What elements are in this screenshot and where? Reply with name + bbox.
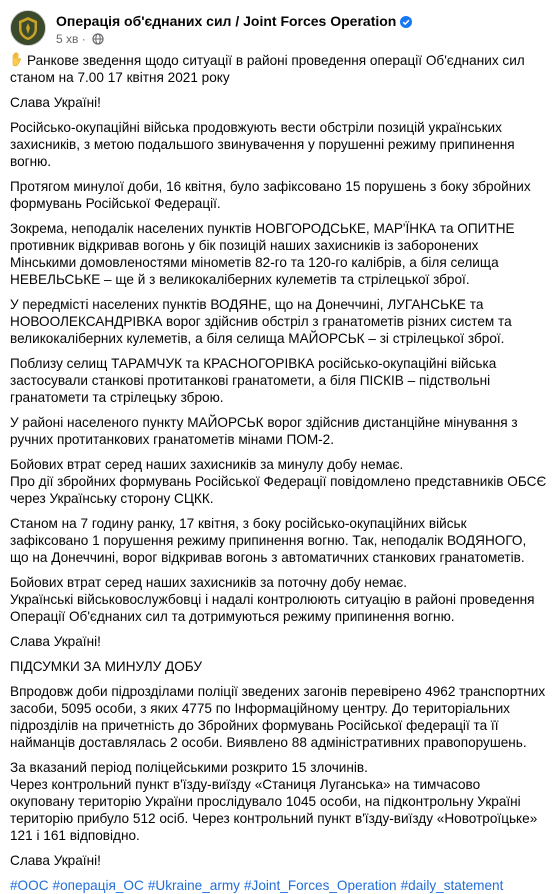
page-name-link[interactable]	[56, 13, 412, 29]
hashtag-list	[10, 877, 547, 894]
hashtag-link[interactable]: #Joint_Forces_Operation	[243, 878, 397, 893]
page-avatar[interactable]	[10, 10, 46, 46]
raised-hand-emoji-icon	[10, 52, 24, 67]
post-paragraph: За вказаний період поліцейськими розкрито 15 злочинів. Через контрольний пункт в'їзду-виїзду «Станиця Луганська» на тимчасово окуповану територію України прослідувало 1045 особи, на підконтрольну Україні територію прибуло 512 осіб. Через контрольний пункт в'їзду-виїзду «Новотроїцьке» 121 і 161 відповідно.	[10, 760, 538, 843]
post-paragraph: Впродовж доби підрозділами поліції зведених загонів перевірено 4962 транспортних засоби, 5095 особи, з яких 4775 по Інформаційному центру. До територіальних підрозділів на причетність до Збройних формувань Російської федерації та її найманців доставлялась 2 особи. Виявлено 88 адміністративних правопорушень.	[10, 684, 546, 750]
post-body	[10, 52, 547, 894]
post-paragraph: Слава Україні!	[10, 634, 101, 649]
page-name[interactable]: Операція об'єднаних сил / Joint Forces Operation	[56, 13, 397, 29]
post-paragraph: Станом на 7 годину ранку, 17 квітня, з боку російсько-окупаційних військ зафіксовано 1 порушення режиму припинення вогню. Так, неподалік ВОДЯНОГО, що на Донеччині, ворог відкривав вогонь з автоматичних станкових гранатометів.	[10, 516, 527, 565]
hashtag-link[interactable]: #ООС	[10, 878, 49, 893]
post-time-link[interactable]: 5 хв	[56, 32, 79, 46]
post-paragraph: Слава Україні!	[10, 853, 101, 868]
post-paragraph: Слава Україні!	[10, 95, 101, 110]
meta-separator: ·	[81, 32, 86, 46]
verified-badge-icon	[400, 16, 412, 28]
jfo-emblem-icon	[11, 11, 45, 45]
post-paragraph: Зокрема, неподалік населених пунктів НОВГОРОДСЬКЕ, МАР'ЇНКА та ОПИТНЕ противник відкривав вогонь у бік позицій наших захисників із заборонених Мінськими домовленостями мінометів 82-го та 120-го калібрів, а біля селища НЕВЕЛЬСЬКЕ – ще й з великокаліберних кулеметів та стрілецької зброї.	[10, 221, 515, 287]
intro-text: Ранкове зведення щодо ситуації в районі проведення операції Об'єднаних сил станом на 7.00 17 квітня 2021 року	[10, 53, 525, 85]
post-header	[10, 10, 547, 50]
post-paragraph: Протягом минулої доби, 16 квітня, було зафіксовано 15 порушень з боку збройних формувань Російської Федерації.	[10, 179, 531, 211]
post-paragraph: Поблизу селищ ТАРАМЧУК та КРАСНОГОРІВКА російсько-окупаційні війська застосували станкові протитанкові гранатомети, а біля ПІСКІВ – підствольні гранатомети та стрілецьку зброю.	[10, 356, 497, 405]
hashtag-link[interactable]: #операція_ОС	[52, 878, 144, 893]
hashtag-link[interactable]: #daily_statement	[400, 878, 504, 893]
post-paragraph: Бойових втрат серед наших захисників за минулу добу немає. Про дії збройних формувань Російської Федерації повідомлено представників ОБСЄ через Українську сторону СЦКК.	[10, 457, 547, 506]
post-paragraph: Бойових втрат серед наших захисників за поточну добу немає. Українські військовослужбовці і надалі контролюють ситуацію в районі проведення Операції Об'єднаних сил та дотримуються режиму припинення вогню.	[10, 575, 535, 624]
intro-paragraph	[10, 52, 547, 86]
post-paragraph: У передмісті населених пунктів ВОДЯНЕ, що на Донеччині, ЛУГАНСЬКЕ та НОВООЛЕКСАНДРІВКА ворог здійснив обстріл з гранатометів різних систем та великокаліберних кулеметів, а біля селища МАЙОРСЬК – зі стрілецької зброї.	[10, 297, 512, 346]
hashtag-link[interactable]: #Ukraine_army	[147, 878, 240, 893]
post-paragraph: У районі населеного пункту МАЙОРСЬК ворог здійснив дистанційне мінування з ручних протитанкових гранатометів мінами ПОМ-2.	[10, 415, 518, 447]
post-paragraph: Російсько-окупаційні війська продовжують вести обстріли позицій українських захисників, з метою подальшого звинувачення у порушенні режиму припинення вогню.	[10, 120, 515, 169]
post-meta	[56, 32, 104, 46]
post-paragraphs	[10, 94, 547, 869]
globe-icon[interactable]	[92, 33, 104, 45]
post-paragraph: ПІДСУМКИ ЗА МИНУЛУ ДОБУ	[10, 659, 203, 674]
